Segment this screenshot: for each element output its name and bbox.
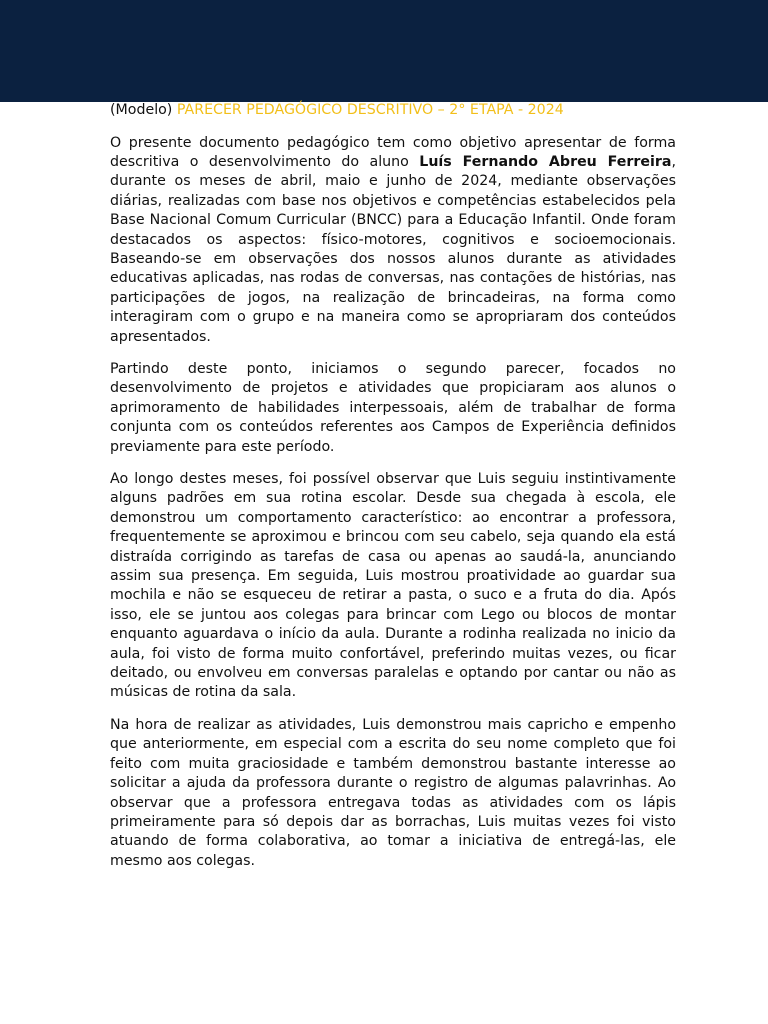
- top-banner: [0, 0, 768, 102]
- title-prefix: (Modelo): [110, 102, 173, 118]
- paragraph-intro-end: , durante os meses de abril, maio e junho de 2024, mediante observações diárias, realizadas com base nos objetivos e competências estabelecidos pela Base Nacional Comum Curricular (BNCC) para a Educação Infantil. Onde foram destacados os aspectos: físico-motores, cognitivos e socioemocionais. Baseando-se em observações dos nossos alunos durante as atividades educativas aplicadas, nas rodas de conversas, nas contações de histórias, nas participações de jogos, na realização de brincadeiras, na forma como interagiram com o grupo e na maneira como se apropriaram dos conteúdos apresentados.: [110, 153, 676, 345]
- title-text: PARECER PEDAGÓGICO DESCRITIVO – 2° ETAPA - 2024: [176, 102, 564, 118]
- paragraph-intro: [110, 134, 676, 347]
- paragraph-second-report: Partindo deste ponto, iniciamos o segundo parecer, focados no desenvolvimento de projetos e atividades que propiciaram aos alunos o aprimoramento de habilidades interpessoais, além de trabalhar de forma conjunta com os conteúdos referentes aos Campos de Experiência definidos previamente para este período.: [110, 360, 676, 455]
- student-name: Luís Fernando Abreu Ferreira: [419, 153, 672, 170]
- paragraph-activities: Na hora de realizar as atividades, Luis demonstrou mais capricho e empenho que anteriormente, em especial com a escrita do seu nome completo que foi feito com muita graciosidade e também demonstrou bastante interesse ao solicitar a ajuda da professora durante o registro de algumas palavrinhas. Ao observar que a professora entregava todas as atividades com os lápis primeiramente para só depois dar as borrachas, Luis muitas vezes foi visto atuando de forma colaborativa, ao tomar a iniciativa de entregá-las, ele mesmo aos colegas.: [110, 716, 676, 869]
- paragraph-routine: Ao longo destes meses, foi possível observar que Luis seguiu instintivamente alguns padrões em sua rotina escolar. Desde sua chegada à escola, ele demonstrou um comportamento característico: ao encontrar a professora, frequentemente se aproximou e brincou com seu cabelo, seja quando ela está distraída corrigindo as tarefas de casa ou apenas ao saudá-la, anunciando assim sua presença. Em seguida, Luis mostrou proatividade ao guardar sua mochila e não se esqueceu de retirar a pasta, o suco e a fruta do dia. Após isso, ele se juntou aos colegas para brincar com Lego ou blocos de montar enquanto aguardava o início da aula. Durante a rodinha realizada no inicio da aula, foi visto de forma muito confortável, preferindo muitas vezes, ou ficar deitado, ou envolveu em conversas paralelas e optando por cantar ou não as músicas de rotina da sala.: [110, 471, 676, 701]
- document-body: [110, 101, 676, 884]
- document-title: [110, 101, 676, 121]
- paragraph-intro-start: O presente documento pedagógico tem como objetivo apresentar de forma descritiva o desenvolvimento do aluno: [110, 134, 676, 170]
